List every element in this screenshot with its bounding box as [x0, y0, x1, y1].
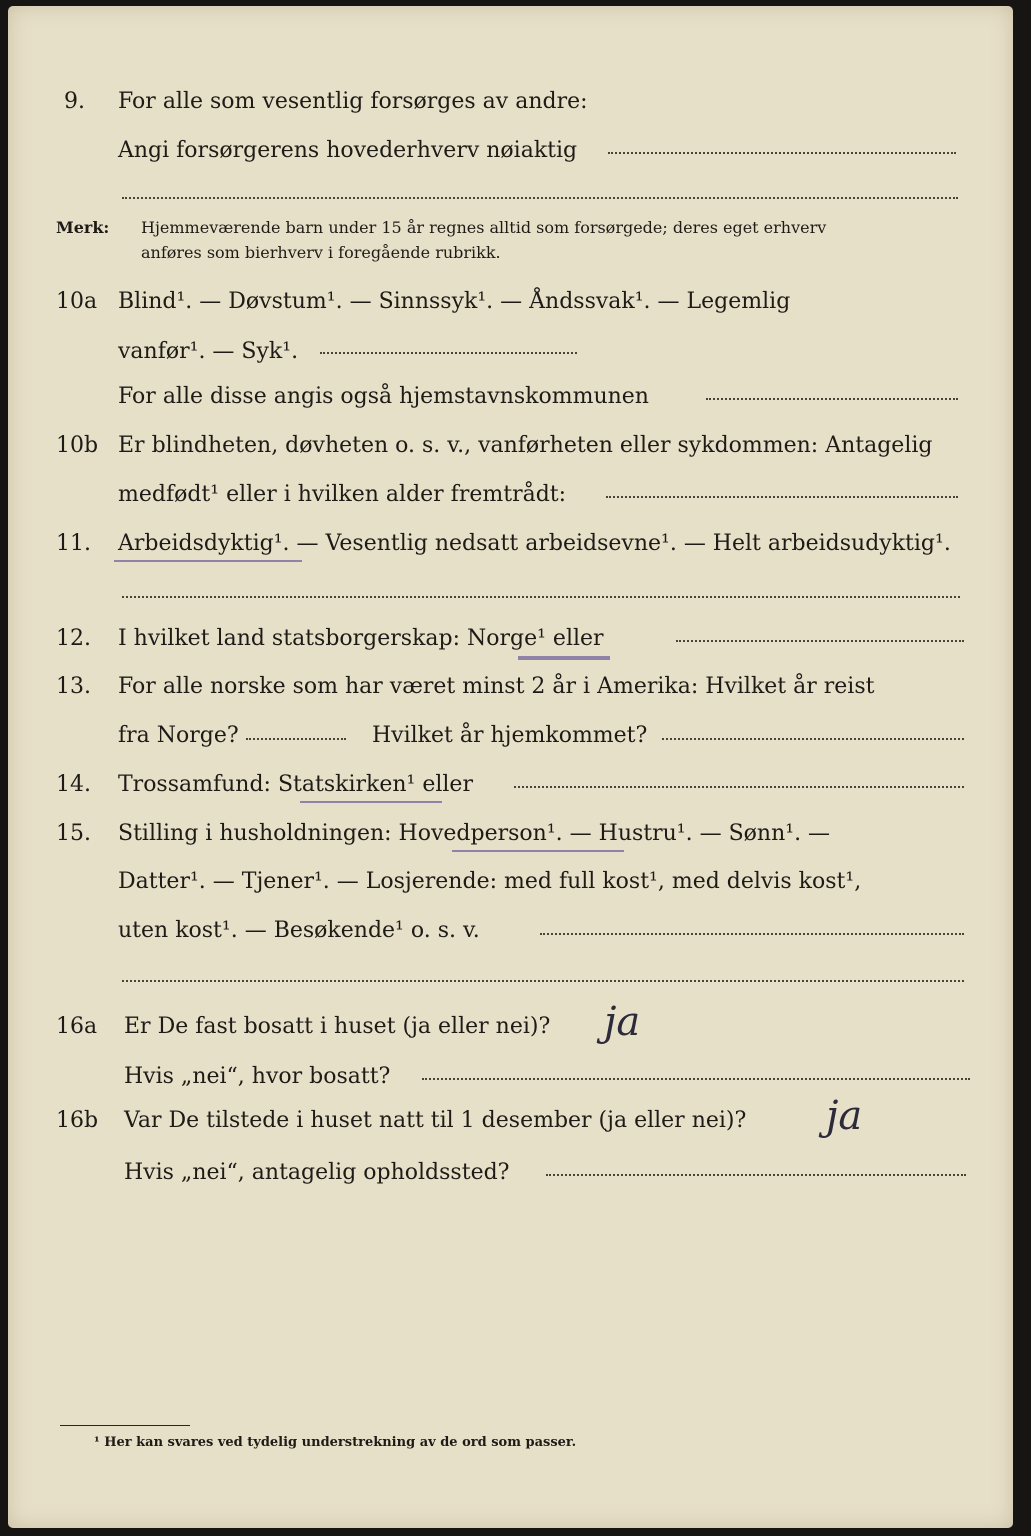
answer-line: [320, 352, 577, 354]
item-text: vanfør¹. — Syk¹.: [118, 339, 299, 364]
note-label: Merk:: [56, 218, 110, 237]
item-text: Stilling i husholdningen: Hovedperson¹. — Hustru¹. — Sønn¹. —: [118, 821, 831, 846]
item-text: For alle disse angis også hjemstavnskommunen: [118, 384, 649, 409]
item-number: 13.: [56, 674, 91, 699]
item-text: uten kost¹. — Besøkende¹ o. s. v.: [118, 918, 480, 943]
item-text: Hvis „nei“, hvor bosatt?: [124, 1064, 391, 1089]
item-number: 12.: [56, 626, 91, 651]
footnote-rule: [60, 1425, 190, 1426]
answer-line: [422, 1078, 970, 1080]
item-number: 11.: [56, 531, 91, 556]
item-number: 16a: [56, 1014, 98, 1039]
handwritten-underline: [518, 656, 610, 660]
item-text: For alle som vesentlig forsørges av andre:: [118, 89, 588, 114]
item-text: Er De fast bosatt i huset (ja eller nei)?: [124, 1014, 551, 1039]
item-number: 14.: [56, 772, 91, 797]
item-text: Arbeidsdyktig¹. — Vesentlig nedsatt arbeidsevne¹. — Helt arbeidsudyktig¹.: [118, 531, 951, 556]
item-text: Er blindheten, døvheten o. s. v., vanførheten eller sykdommen: Antagelig: [118, 433, 933, 458]
handwritten-underline: [452, 850, 624, 852]
answer-line: [676, 640, 964, 642]
handwritten-answer: ja: [604, 999, 641, 1045]
answer-line: [246, 738, 346, 740]
item-text: Hvis „nei“, antagelig opholdssted?: [124, 1160, 510, 1185]
item-text: Blind¹. — Døvstum¹. — Sinnssyk¹. — Åndssvak¹. — Legemlig: [118, 289, 791, 314]
handwritten-underline: [300, 801, 442, 803]
item-number: 16b: [56, 1108, 99, 1133]
footnote: ¹ Her kan svares ved tydelig understrekning av de ord som passer.: [94, 1435, 577, 1450]
answer-line: [122, 596, 960, 598]
item-text: Trossamfund: Statskirken¹ eller: [118, 772, 473, 797]
answer-line: [514, 786, 964, 788]
handwritten-answer: ja: [826, 1093, 863, 1139]
item-text: fra Norge?: [118, 723, 239, 748]
item-text: Hvilket år hjemkommet?: [372, 723, 648, 748]
item-text: Datter¹. — Tjener¹. — Losjerende: med full kost¹, med delvis kost¹,: [118, 869, 862, 894]
answer-line: [608, 152, 956, 154]
handwritten-underline: [114, 560, 302, 562]
answer-line: [606, 496, 958, 498]
item-number: 10b: [56, 433, 99, 458]
answer-line: [706, 398, 958, 400]
answer-line: [662, 738, 964, 740]
answer-line: [122, 980, 964, 982]
note-text: anføres som bierhverv i foregående rubrikk.: [141, 243, 501, 262]
item-text: I hvilket land statsborgerskap: Norge¹ eller: [118, 626, 604, 651]
item-text: Var De tilstede i huset natt til 1 desember (ja eller nei)?: [124, 1108, 747, 1133]
item-number: 10a: [56, 289, 98, 314]
item-text: Angi forsørgerens hovederhverv nøiaktig: [118, 138, 578, 163]
answer-line: [540, 933, 964, 935]
item-number: 15.: [56, 821, 91, 846]
answer-line: [546, 1174, 966, 1176]
item-number: 9.: [64, 89, 85, 114]
answer-line: [122, 197, 958, 199]
item-text: medfødt¹ eller i hvilken alder fremtrådt:: [118, 482, 567, 507]
note-text: Hjemmeværende barn under 15 år regnes alltid som forsørgede; deres eget erhverv: [141, 218, 827, 237]
item-text: For alle norske som har været minst 2 år i Amerika: Hvilket år reist: [118, 674, 875, 699]
